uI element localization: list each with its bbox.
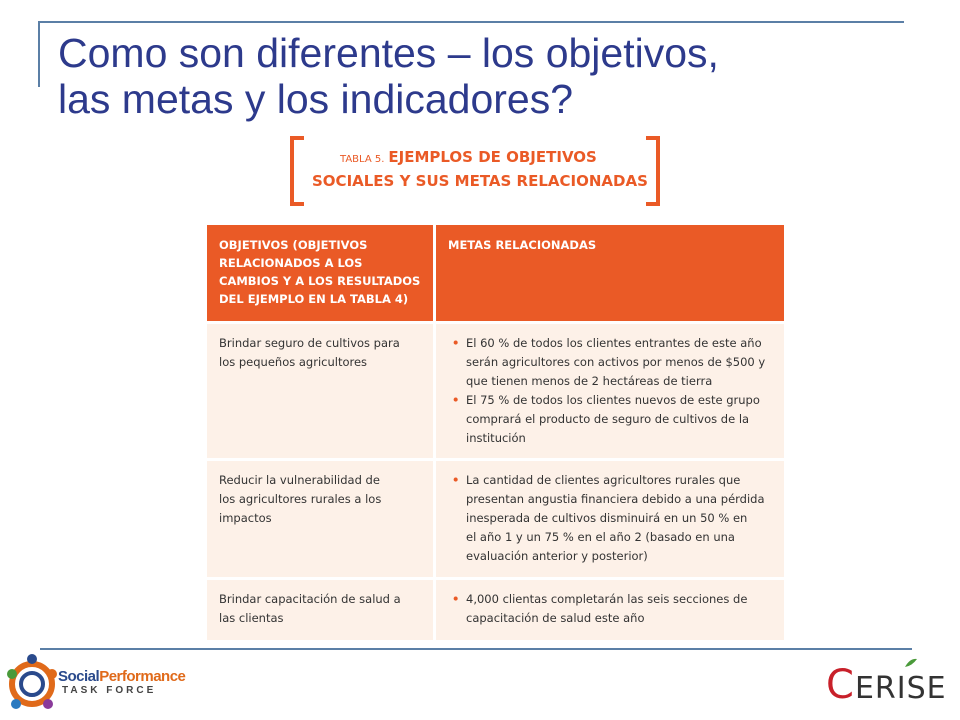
objective-line: los agricultores rurales a los xyxy=(219,492,382,506)
cerise-logo xyxy=(826,658,947,708)
table-header-row xyxy=(207,225,784,321)
cerise-rest: ERISE xyxy=(854,671,947,706)
social-performance-logo xyxy=(6,652,196,718)
left-bracket xyxy=(290,136,304,206)
goal-item xyxy=(466,334,772,391)
table-heading-line-2: SOCIALES Y SUS METAS RELACIONADAS xyxy=(312,172,648,190)
objective-cell xyxy=(207,580,433,640)
table-heading-line-1 xyxy=(340,148,597,166)
goal-line: • La cantidad de clientes agricultores rurales que xyxy=(466,473,741,487)
title-line-1: Como son diferentes – los objetivos, xyxy=(58,30,719,76)
logo-task-force: TASK FORCE xyxy=(62,685,157,696)
people-circle-icon xyxy=(6,652,58,716)
table-row xyxy=(207,461,784,577)
goal-line: inesperada de cultivos disminuirá en un 50 % en xyxy=(466,511,748,525)
objective-line: Brindar capacitación de salud a xyxy=(219,592,401,606)
header-goals: METAS RELACIONADAS xyxy=(436,225,784,321)
goal-line: que tienen menos de 2 hectáreas de tierra xyxy=(466,374,713,388)
table-label: TABLA 5. xyxy=(340,154,385,165)
goal-line: • El 75 % de todos los clientes nuevos de este grupo xyxy=(466,393,760,407)
goal-line: evaluación anterior y posterior) xyxy=(466,549,648,563)
logo-performance: Performance xyxy=(99,668,186,685)
title-line-2: las metas y los indicadores? xyxy=(58,76,574,122)
goal-item xyxy=(466,590,772,628)
objective-line: Brindar seguro de cultivos para xyxy=(219,336,400,350)
header-objectives-line: RELACIONADOS A LOS xyxy=(219,256,363,270)
bottom-rule xyxy=(40,648,912,650)
goal-item xyxy=(466,471,772,566)
goals-table xyxy=(207,225,784,640)
goals-cell xyxy=(436,324,784,458)
header-objectives-line: CAMBIOS Y A LOS RESULTADOS xyxy=(219,274,421,288)
header-objectives-line: DEL EJEMPLO EN LA TABLA 4) xyxy=(219,292,409,306)
goal-line: presentan angustia financiera debido a una pérdida xyxy=(466,492,765,506)
goal-line: comprará el producto de seguro de cultivos de la xyxy=(466,412,750,426)
objective-cell xyxy=(207,461,433,577)
logo-wordmark xyxy=(58,668,185,685)
objective-line: Reducir la vulnerabilidad de xyxy=(219,473,380,487)
leaf-icon xyxy=(904,658,918,668)
cerise-c: C xyxy=(826,662,855,708)
header-objectives xyxy=(207,225,433,321)
side-rule xyxy=(38,21,40,87)
goal-line: • El 60 % de todos los clientes entrantes de este año xyxy=(466,336,762,350)
goal-line: institución xyxy=(466,431,526,445)
goal-line: capacitación de salud este año xyxy=(466,611,645,625)
table-row xyxy=(207,324,784,458)
right-bracket xyxy=(646,136,660,206)
header-objectives-line: OBJETIVOS (OBJETIVOS xyxy=(219,238,368,252)
goals-cell xyxy=(436,580,784,640)
goal-line: el año 1 y un 75 % en el año 2 (basado en una xyxy=(466,530,735,544)
table-heading-text-1: EJEMPLOS DE OBJETIVOS xyxy=(388,148,597,166)
table-heading xyxy=(290,136,660,206)
objective-cell xyxy=(207,324,433,458)
logo-social: Social xyxy=(58,668,100,685)
goal-line: • 4,000 clientas completarán las seis secciones de xyxy=(466,592,748,606)
cerise-wordmark xyxy=(826,662,947,708)
objective-line: las clientas xyxy=(219,611,284,625)
slide-title xyxy=(58,30,928,122)
goal-line: serán agricultores con activos por menos de $500 y xyxy=(466,355,766,369)
goal-item xyxy=(466,391,772,448)
objective-line: impactos xyxy=(219,511,272,525)
objective-line: los pequeños agricultores xyxy=(219,355,368,369)
goals-cell xyxy=(436,461,784,577)
table-row xyxy=(207,580,784,640)
top-rule xyxy=(40,21,904,23)
